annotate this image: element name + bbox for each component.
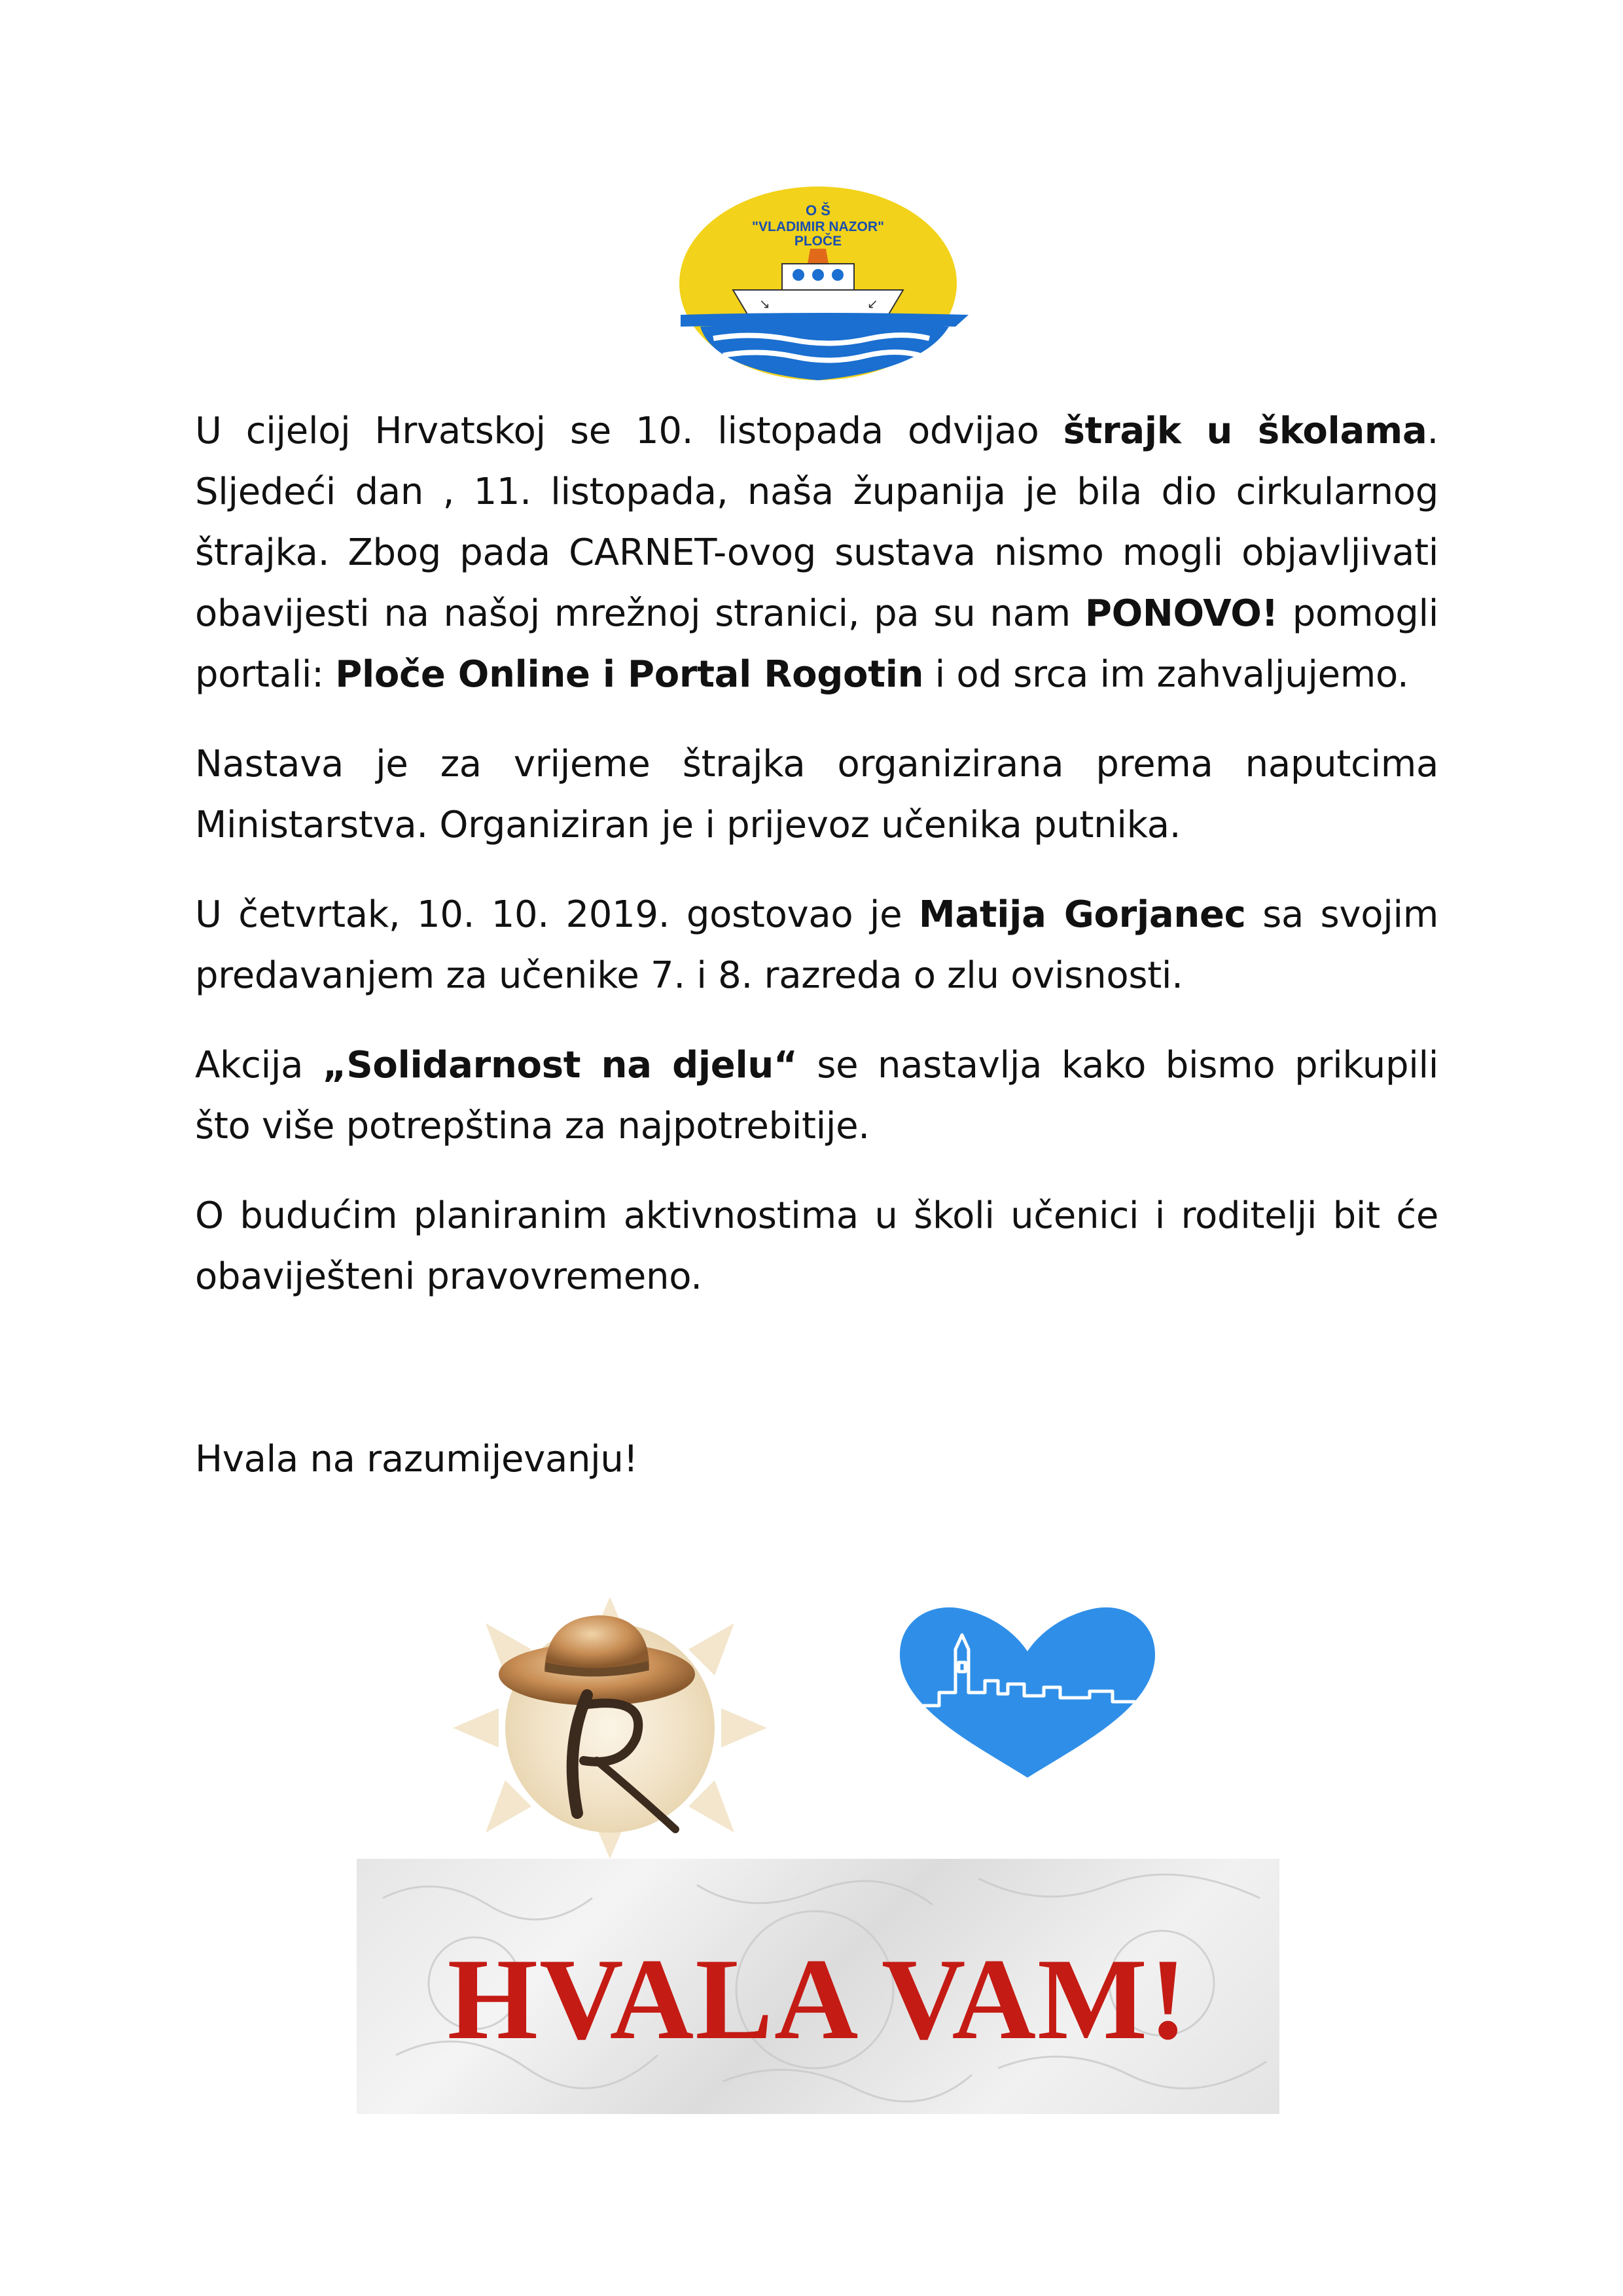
lecturer-name: Matija Gorjanec <box>918 893 1246 936</box>
paragraph-solidarity: Akcija „Solidarnost na djelu“ se nastavlja kako bismo prikupili što više potrepština za najpotrebitije. <box>195 1044 1438 1147</box>
logo-line-3: PLOČE <box>794 234 842 249</box>
sea-waves-icon <box>681 313 969 380</box>
svg-text:↙: ↙ <box>867 296 878 312</box>
paragraph-future-activities: O budućim planiranim aktivnostima u školi učenici i roditelji bit će obaviješteni pravovremeno. <box>195 1194 1438 1298</box>
ponovo-highlight: PONOVO! <box>1084 592 1278 635</box>
portals-highlight: Ploče Online i Portal Rogotin <box>335 653 924 696</box>
solidarity-action-name: „Solidarnost na djelu“ <box>322 1044 798 1086</box>
thank-you-banner <box>357 1859 1279 2114</box>
school-logo <box>661 187 975 386</box>
closing-line: Hvala na razumijevanju! <box>195 1438 638 1480</box>
svg-text:↘: ↘ <box>759 296 770 312</box>
paragraph-strike-info: U cijeloj Hrvatskoj se 10. listopada odvijao štrajk u školama. Sljedeći dan , 11. listopada, naša županija je bila dio cirkularnog štrajka. Zbog pada CARNET-ovog sustava nismo mogli objavljivati obavijesti na našoj mrežnoj stranici, pa su nam PONOVO! pomogli portali: Ploče Online i Portal Rogotin i od srca im zahvaljujemo. <box>195 410 1438 696</box>
paragraph-lecture: U četvrtak, 10. 10. 2019. gostovao je Matija Gorjanec sa svojim predavanjem za učenike 7. i 8. razreda o zlu ovisnosti. <box>195 893 1439 997</box>
letter-body <box>195 401 1438 1518</box>
ploce-online-heart-logo <box>893 1602 1162 1779</box>
logo-line-1: O Š <box>806 202 830 219</box>
paragraph-teaching: Nastava je za vrijeme štrajka organizirana prema naputcima Ministarstva. Organiziran je i prijevoz učenika putnika. <box>195 743 1438 846</box>
strike-highlight: štrajk u školama <box>1063 410 1427 452</box>
thank-you-text: HVALA VAM! <box>447 1934 1189 2064</box>
straw-hat-icon <box>499 1615 695 1706</box>
logo-line-2: "VLADIMIR NAZOR" <box>752 219 884 234</box>
rogotin-portal-logo <box>401 1597 819 1859</box>
